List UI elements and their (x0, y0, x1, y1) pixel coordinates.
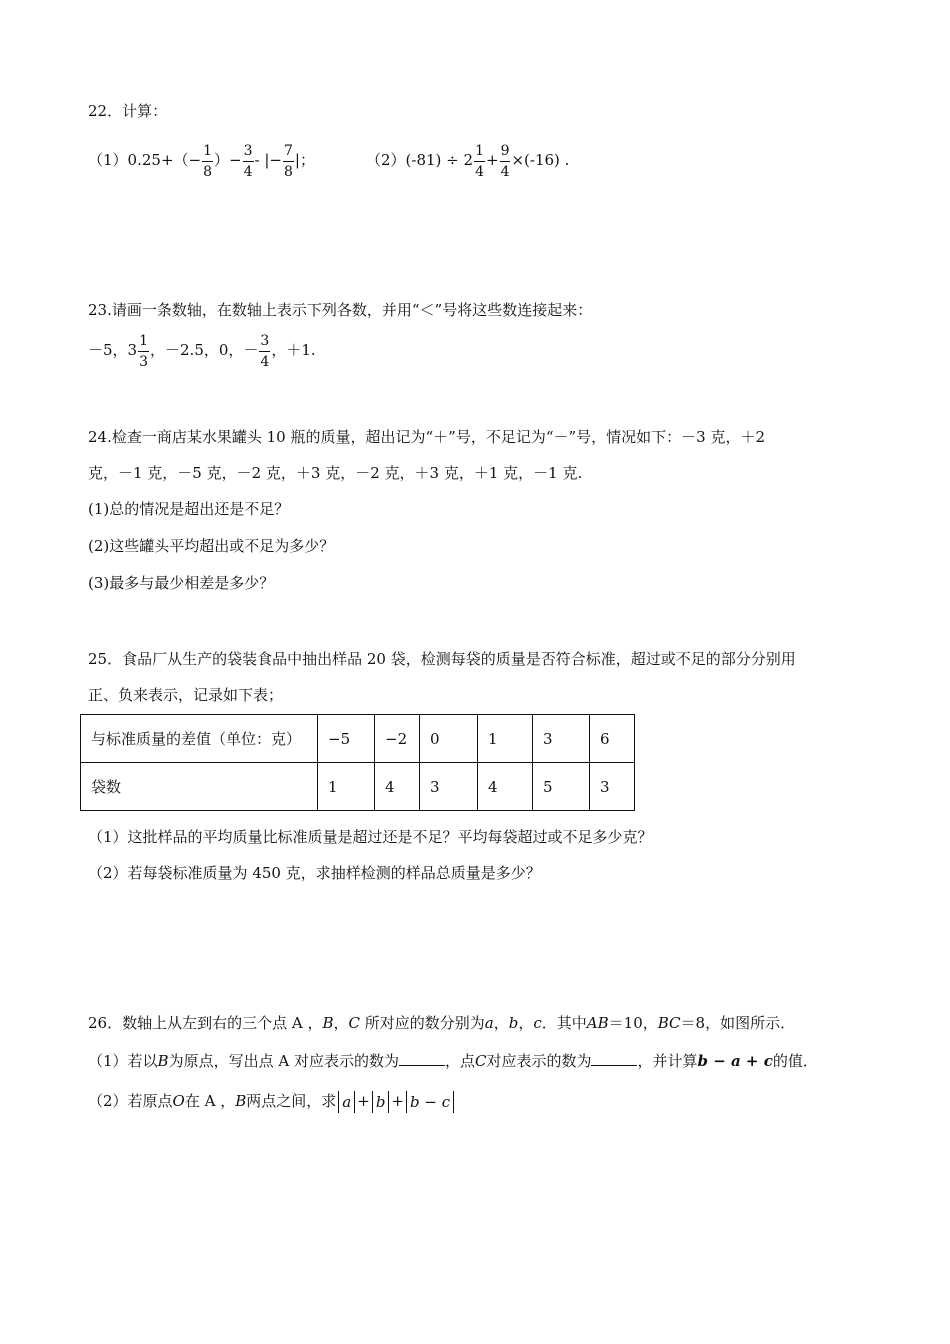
frac-numerator: 3 (259, 334, 270, 352)
q23-n3: ，－2.5，0，－ (150, 341, 259, 359)
q26-s1-d: 对应表示的数为 (486, 1052, 592, 1070)
table-cell: 1 (318, 763, 375, 811)
frac-denominator: 8 (203, 163, 213, 180)
table-cell: 0 (420, 715, 478, 763)
table-cell: 3 (590, 763, 635, 811)
q26-abs-b: b (372, 1091, 390, 1113)
q23-numbers (88, 330, 316, 370)
table-row-header: 袋数 (81, 763, 318, 811)
q22-p2-end: ×(-16) . (511, 151, 570, 169)
q23-n5: ，＋1. (271, 341, 316, 359)
frac-denominator: 4 (260, 353, 270, 370)
q24-line1: 24.检查一商店某水果罐头 10 瓶的质量，超出记为“＋”号，不足记为“－”号，情况如下：－3 克，＋2 (88, 428, 766, 446)
q22-title: 22．计算： (88, 102, 168, 120)
q22-p1-end: |； (294, 151, 315, 169)
frac-numerator: 1 (474, 144, 485, 162)
q22-p2-frac1 (474, 144, 485, 179)
q24-sub3: (3)最多与最少相差是多少？ (88, 574, 275, 592)
q26-abs-a: a (338, 1091, 355, 1113)
q26-l1-a: 26．数轴上从左到右的三个点 A ， (88, 1014, 323, 1032)
q22-p1-start: 0.25+（− (127, 151, 202, 169)
q26-l1-h: ＝8，如图所示． (680, 1014, 796, 1032)
q26-s2-B: B (235, 1092, 247, 1110)
q22-p1-frac1 (202, 144, 213, 179)
frac-numerator: 7 (283, 144, 294, 162)
q26-l1-va: a (484, 1014, 494, 1032)
frac-denominator: 4 (475, 163, 484, 180)
table-cell: 4 (478, 763, 533, 811)
answer-blank[interactable] (399, 1051, 445, 1066)
q22-p2-label: （2） (366, 151, 406, 169)
q26-s1-C: C (474, 1052, 487, 1070)
q26-l1-BC: BC (657, 1014, 681, 1032)
q22-p1-frac3 (283, 144, 294, 179)
q23-n2-frac (138, 334, 149, 369)
q22-part2 (366, 140, 569, 180)
frac-numerator: 9 (500, 144, 511, 162)
table-row-header: 与标准质量的差值（单位：克） (81, 715, 318, 763)
q24-sub1: (1)总的情况是超出还是不足？ (88, 500, 290, 518)
q22-part1 (88, 140, 315, 180)
q26-l1-f: ．其中 (541, 1014, 587, 1032)
q26-s2-c: 两点之间，求 (246, 1092, 337, 1110)
frac-denominator: 3 (139, 353, 149, 370)
table-row (81, 715, 635, 763)
table-cell: 4 (375, 763, 420, 811)
q26-s2-O: O (172, 1092, 185, 1110)
table-cell: 6 (590, 715, 635, 763)
q24-line2: 克，－1 克，－5 克，－2 克，＋3 克，－2 克，＋3 克，＋1 克，－1 克. (88, 464, 583, 482)
q23-n2-whole: 3 (127, 341, 138, 359)
q22-p1-frac2 (243, 144, 254, 179)
q25-sub1: （1）这批样品的平均质量比标准质量是超过还是不足？平均每袋超过或不足多少克？ (88, 828, 653, 846)
answer-blank[interactable] (591, 1051, 637, 1066)
frac-numerator: 1 (138, 334, 149, 352)
q25-table (80, 714, 635, 811)
q24-sub2: (2)这些罐头平均超出或不足为多少？ (88, 537, 335, 555)
q22-p2-frac2 (500, 144, 511, 179)
table-cell: 5 (533, 763, 590, 811)
q26-abs-b-minus-c: b − c (406, 1091, 454, 1113)
frac-denominator: 8 (283, 163, 293, 180)
q26-l1-B: B (322, 1014, 334, 1032)
q22-p1-close: ）− (214, 151, 242, 169)
q26-s2-b: 在 A ， (184, 1092, 236, 1110)
q25-sub2: （2）若每袋标准质量为 450 克，求抽样检测的样品总质量是多少？ (88, 864, 541, 882)
q25-line2: 正、负来表示，记录如下表； (88, 686, 284, 704)
table-cell: 3 (420, 763, 478, 811)
q26-s1-e: ，并计算 (637, 1052, 698, 1070)
q22-p1-mid: - |− (254, 151, 282, 169)
q23-n4-frac (259, 334, 270, 369)
q26-l1-b: ， (333, 1014, 349, 1032)
frac-denominator: 4 (500, 163, 510, 180)
q26-s2-plus1: + (357, 1092, 370, 1110)
table-cell: −2 (375, 715, 420, 763)
q23-title: 23.请画一条数轴，在数轴上表示下列各数，并用“＜”号将这些数连接起来： (88, 301, 593, 319)
q26-s1-a: （1）若以 (88, 1052, 158, 1070)
q26-s1-f: 的值． (772, 1052, 818, 1070)
table-cell: 1 (478, 715, 533, 763)
q26-s1-b: 为原点，写出点 A 对应表示的数为 (168, 1052, 399, 1070)
q22-p2-start: (-81) ÷ 2 (405, 151, 474, 169)
q26-line1 (88, 1012, 795, 1033)
frac-numerator: 3 (243, 144, 254, 162)
table-cell: −5 (318, 715, 375, 763)
frac-denominator: 4 (243, 163, 253, 180)
q26-s1-c: ，点 (444, 1052, 475, 1070)
q25-line1: 25．食品厂从生产的袋装食品中抽出样品 20 袋，检测每袋的质量是否符合标准，超过或不足的部分分别用 (88, 650, 796, 668)
q22-p2-plus: + (485, 151, 499, 169)
q26-l1-vc: c (533, 1014, 542, 1032)
q26-s1-B: B (157, 1052, 169, 1070)
q26-l1-e: ， (518, 1014, 534, 1032)
q23-n1: －5， (88, 341, 128, 359)
q26-l1-d: ， (493, 1014, 509, 1032)
q26-l1-AB: AB (586, 1014, 609, 1032)
q26-sub2 (88, 1088, 456, 1114)
q26-sub1 (88, 1050, 818, 1071)
frac-numerator: 1 (202, 144, 213, 162)
q26-l1-c: 所对应的数分别为 (360, 1014, 485, 1032)
q26-s2-a: （2）若原点 (88, 1092, 173, 1110)
q26-l1-vb: b (508, 1014, 519, 1032)
q26-l1-C: C (348, 1014, 360, 1032)
table-cell: 3 (533, 715, 590, 763)
q26-s1-expr: b − a + c (697, 1052, 773, 1070)
q26-l1-g: ＝10， (608, 1014, 658, 1032)
q22-p1-label: （1） (88, 151, 128, 169)
table-row (81, 763, 635, 811)
q26-s2-plus2: + (391, 1092, 404, 1110)
